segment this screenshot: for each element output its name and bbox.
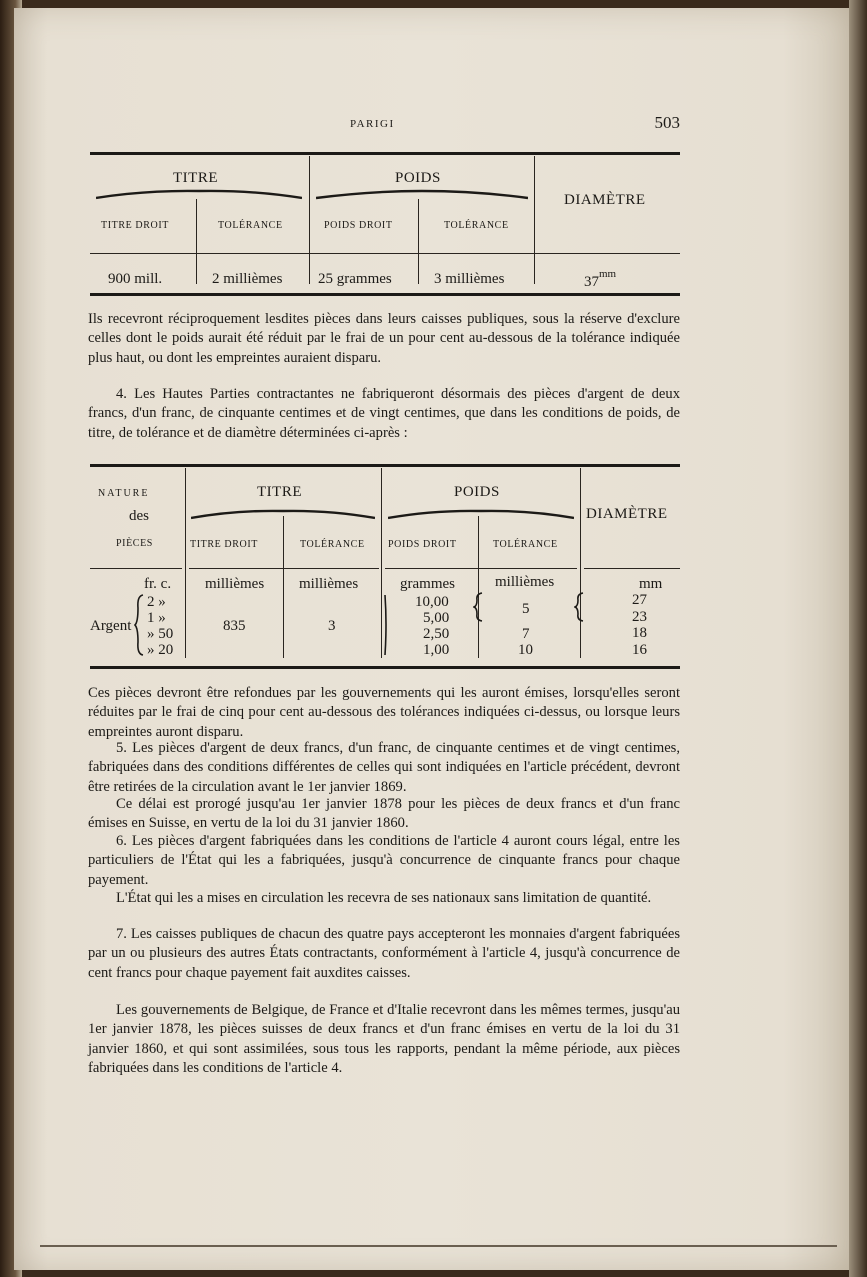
cell-poids: 2,50: [423, 626, 450, 642]
page-header: [90, 113, 680, 137]
unit-millièmes: millièmes: [495, 574, 555, 590]
cell-diametre: 23: [632, 609, 647, 625]
brace-argent: [134, 594, 144, 656]
header-separator: [584, 568, 680, 569]
brace-diametre-rows: [574, 592, 584, 622]
paragraph: L'État qui les a mises en circulation les recevra de ses nationaux sans limitation de quantité.: [116, 890, 652, 906]
page-edge: [849, 0, 867, 1277]
coin-denomination: » 50: [147, 626, 174, 642]
col-header-tolerance: TOLÉRANCE: [300, 539, 365, 550]
cell-titre-droit: 835: [223, 618, 246, 634]
cell-poids-droit: 25 grammes: [318, 271, 392, 287]
paragraph-article-6: 6. Les pièces d'argent fabriquées dans les conditions de l'article 4 auront cours légal, entre les particuliers de l'État qui les a fabriquées, jusqu'à concurrence de cinquante francs pour chaque payement.: [88, 833, 680, 888]
group-header-titre: TITRE: [173, 170, 218, 186]
table-bottom-rule: [90, 293, 680, 296]
cell-tolerance-poids: 3 millièmes: [434, 271, 505, 287]
column-divider: [418, 199, 419, 284]
group-header-diametre: DIAMÈTRE: [586, 506, 668, 522]
paragraph: Ils recevront réciproquement lesdites pièces dans leurs caisses publiques, sous la réserve d'exclure celles dont le poids aurait été réduit par le frai de un pour cent au-dessous de la tolérance indiquée plus haut, ou dont les empreintes auraient disparu.: [88, 311, 680, 366]
column-divider: [185, 468, 186, 658]
table-top-rule: [90, 464, 680, 467]
col-header-poids-droit: POIDS DROIT: [324, 220, 393, 231]
table-bottom-rule: [90, 666, 680, 669]
table-standards-5-francs: [90, 152, 680, 298]
paragraph: Ce délai est prorogé jusqu'au 1er janvier 1878 pour les pièces de deux francs et d'un franc émises en Suisse, en vertu de la loi du 31 janvier 1860.: [88, 796, 680, 832]
paragraph-article-5: 5. Les pièces d'argent de deux francs, d'un franc, de cinquante centimes et de vingt centimes, fabriquées dans des conditions différentes de celles qui sont indiquées en l'article précédent, devront être retirées de la circulation avant le 1er janvier 1869.: [88, 740, 680, 795]
group-header-poids: POIDS: [395, 170, 441, 186]
coin-denomination: 1 »: [147, 610, 166, 626]
table-top-rule: [90, 152, 680, 155]
col-header-tolerance: TOLÉRANCE: [218, 220, 283, 231]
page-number: 503: [654, 113, 680, 132]
unit-grammes: grammes: [400, 576, 455, 592]
brace-titre: [96, 188, 302, 200]
brace-titre: [191, 508, 375, 520]
header-separator: [385, 568, 577, 569]
unit-millièmes: millièmes: [205, 576, 265, 592]
nature-line-2: des: [129, 508, 149, 524]
cell-poids: 10,00: [415, 594, 449, 610]
group-header-titre: TITRE: [257, 484, 302, 500]
unit-fr-c: fr. c.: [144, 576, 172, 592]
unit-mm: mm: [639, 576, 663, 592]
nature-line-1: NATURE: [98, 488, 150, 499]
paragraph-article-4: 4. Les Hautes Parties contractantes ne fabriqueront désormais des pièces d'argent de deux francs, d'un franc, de cinquante centimes et de vingt centimes, que dans les conditions de poids, de titre, de tolérance et de diamètre déterminées ci-après :: [88, 386, 680, 441]
brace-poids: [388, 508, 574, 520]
header-separator: [189, 568, 379, 569]
metal-label: Argent: [90, 618, 132, 634]
diametre-value: 37: [584, 274, 599, 290]
column-divider: [309, 156, 310, 284]
cell-tolerance-poids: 7: [522, 626, 530, 642]
header-separator: [90, 253, 680, 254]
unit-millièmes: millièmes: [299, 576, 359, 592]
paragraph-article-7: 7. Les caisses publiques de chacun des quatre pays accepteront les monnaies d'argent fabriquées par un ou plusieurs des autres États contractants, conformément à l'article 4, jusqu'à concurrence de cent francs pour chaque payement fait auxdites caisses.: [88, 926, 680, 981]
bottom-edge-line: [40, 1245, 837, 1247]
column-divider: [283, 516, 284, 658]
column-divider: [534, 156, 535, 284]
brace-tolerance-rows: [473, 592, 483, 622]
brace-poids-rows: [384, 594, 390, 656]
coin-denomination: » 20: [147, 642, 174, 658]
column-divider: [196, 199, 197, 284]
col-header-tolerance-poids: TOLÉRANCE: [493, 539, 558, 550]
cell-diametre: 18: [632, 625, 647, 641]
group-header-poids: POIDS: [454, 484, 500, 500]
coin-denomination: 2 »: [147, 594, 166, 610]
diametre-unit: mm: [599, 268, 617, 280]
col-header-titre-droit: TITRE DROIT: [101, 220, 169, 231]
col-header-tolerance-poids: TOLÉRANCE: [444, 220, 509, 231]
cell-diametre: 16: [632, 642, 647, 658]
cell-diametre: 27: [632, 592, 647, 608]
table-silver-coins: [90, 464, 680, 670]
cell-diametre: [584, 268, 617, 291]
cell-tolerance-poids: 10: [518, 642, 533, 658]
cell-tolerance: 3: [328, 618, 336, 634]
col-header-poids-droit: POIDS DROIT: [388, 539, 457, 550]
nature-line-3: PIÈCES: [116, 538, 153, 549]
column-divider: [580, 468, 581, 658]
column-divider: [478, 516, 479, 658]
cell-poids: 5,00: [423, 610, 450, 626]
paragraph: Ces pièces devront être refondues par les gouvernements qui les auront émises, lorsqu'elles seront réduites par le frai de cinq pour cent au-dessous des tolérances indiquées ci-dessus, ou lorsque leurs empreintes auront disparu.: [88, 685, 680, 740]
paragraph: Les gouvernements de Belgique, de France et d'Italie recevront dans les mêmes termes, jusqu'au 1er janvier 1878, les pièces suisses de deux francs et d'un franc émises en vertu de la loi du 31 janvier 1860, et qui sont assimilées, sous tous les rapports, pendant la même période, aux pièces fabriquées dans les conditions de l'article 4.: [88, 1002, 680, 1077]
cell-tolerance-poids: 5: [522, 601, 530, 617]
header-separator: [90, 568, 182, 569]
col-header-titre-droit: TITRE DROIT: [190, 539, 258, 550]
cell-poids: 1,00: [423, 642, 450, 658]
group-header-diametre: DIAMÈTRE: [564, 192, 646, 208]
cell-titre-droit: 900 mill.: [108, 271, 163, 287]
brace-poids: [316, 188, 528, 200]
cell-tolerance: 2 millièmes: [212, 271, 283, 287]
column-divider: [381, 468, 382, 658]
running-title: PARIGI: [350, 118, 395, 130]
